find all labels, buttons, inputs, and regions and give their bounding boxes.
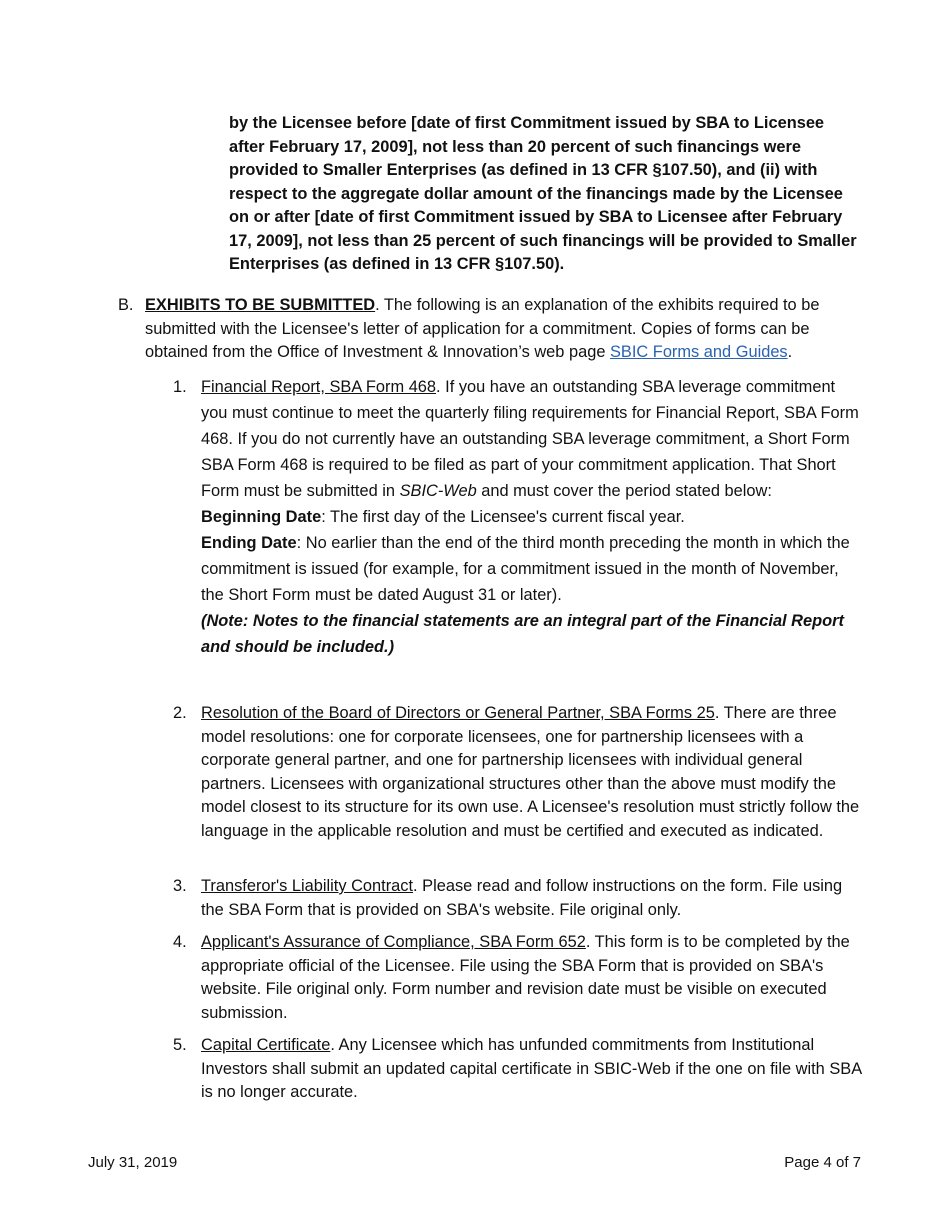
item-content [201, 374, 863, 660]
item-content [201, 931, 863, 1025]
item-title: Transferor's Liability Contract [201, 877, 414, 895]
list-item-1 [173, 374, 863, 660]
list-item-3 [173, 875, 863, 922]
beginning-date-text: : The first day of the Licensee's current fiscal year. [321, 508, 685, 526]
bold-continuation-paragraph: by the Licensee before [date of first Commitment issued by SBA to Licensee after February 17, 2009], not less than 20 percent of such financings were provided to Smaller Enterprises (as defined in 13 CFR §107.50), and (ii) with respect to the aggregate dollar amount of the financings made by the Licensee on or after [date of first Commitment issued by SBA to Licensee after February 17, 2009], not less than 25 percent of such financings will be provided to Smaller Enterprises (as defined in 13 CFR §107.50). [229, 114, 857, 273]
item-title: Applicant's Assurance of Compliance, SBA Form 652 [201, 933, 586, 951]
section-intro-end: . [787, 343, 793, 361]
item-text: . There are three model resolutions: one for corporate licensees, one for partnership licensees with a corporate general partner, and one for partnership licensees with individual general partners. Licensees with organizational structures other than the above must modify the model closest to its structure for its own use. A Licensee's resolution must strictly follow the language in the applicable resolution and must be certified and executed as indicated. [201, 704, 860, 840]
section-b-body [145, 294, 863, 365]
item-number: 2. [173, 704, 187, 722]
ending-date-label: Ending Date [201, 534, 297, 552]
note-text: (Note: Notes to the financial statements are an integral part of the Financial Report and should be included.) [201, 612, 844, 656]
ending-date-text: : No earlier than the end of the third month preceding the month in which the commitment is issued (for example, for a commitment issued in the month of November, the Short Form must be dated August 31 or later). [201, 534, 850, 604]
ending-date-line [201, 530, 863, 608]
beginning-date-line [201, 504, 863, 530]
item-number: 4. [173, 933, 187, 951]
section-marker: B. [118, 296, 134, 314]
item-text: . If you have an outstanding SBA leverage commitment you must continue to meet the quarterly filing requirements for Financial Report, SBA Form 468. If you do not currently have an outstanding SBA leverage commitment, a Short Form SBA Form 468 is required to be filed as part of your commitment application. That Short Form must be submitted in [201, 378, 859, 500]
item-text-cont: and must cover the period stated below: [476, 482, 772, 500]
section-heading: EXHIBITS TO BE SUBMITTED [145, 296, 376, 314]
footer-date: July 31, 2019 [88, 1154, 178, 1171]
list-item-4 [173, 931, 863, 1025]
item-title: Resolution of the Board of Directors or General Partner, SBA Forms 25 [201, 704, 715, 722]
section-b [118, 294, 863, 365]
sbic-forms-link[interactable]: SBIC Forms and Guides [610, 343, 788, 361]
item-content [201, 1034, 863, 1105]
item-title: Capital Certificate [201, 1036, 331, 1054]
list-item-2 [173, 702, 863, 843]
item-text: . Any Licensee which has unfunded commitments from Institutional Investors shall submit an updated capital certificate in SBIC-Web if the one on file with SBA is no longer accurate. [201, 1036, 862, 1101]
item-number: 3. [173, 877, 187, 895]
item-paragraph [201, 374, 863, 504]
item-number: 1. [173, 378, 187, 396]
item-title: Financial Report, SBA Form 468 [201, 378, 437, 396]
item-italic-text: SBIC-Web [399, 482, 477, 500]
item-text: . This form is to be completed by the appropriate official of the Licensee. File using the SBA Form that is provided on SBA's website. File original only. Form number and revision date must be visible on executed submission. [201, 933, 850, 1022]
footer-page-number: Page 4 of 7 [784, 1154, 861, 1171]
item-content [201, 702, 863, 843]
item-content [201, 875, 863, 922]
beginning-date-label: Beginning Date [201, 508, 322, 526]
list-item-5 [173, 1034, 863, 1105]
section-intro-text: . The following is an explanation of the exhibits required to be submitted with the Licensee's letter of application for a commitment. Copies of forms can be obtained from the Office of Investment & Innovation’s web page [145, 296, 820, 361]
item-number: 5. [173, 1036, 187, 1054]
item-text: . Please read and follow instructions on the form. File using the SBA Form that is provided on SBA's website. File original only. [201, 877, 843, 919]
